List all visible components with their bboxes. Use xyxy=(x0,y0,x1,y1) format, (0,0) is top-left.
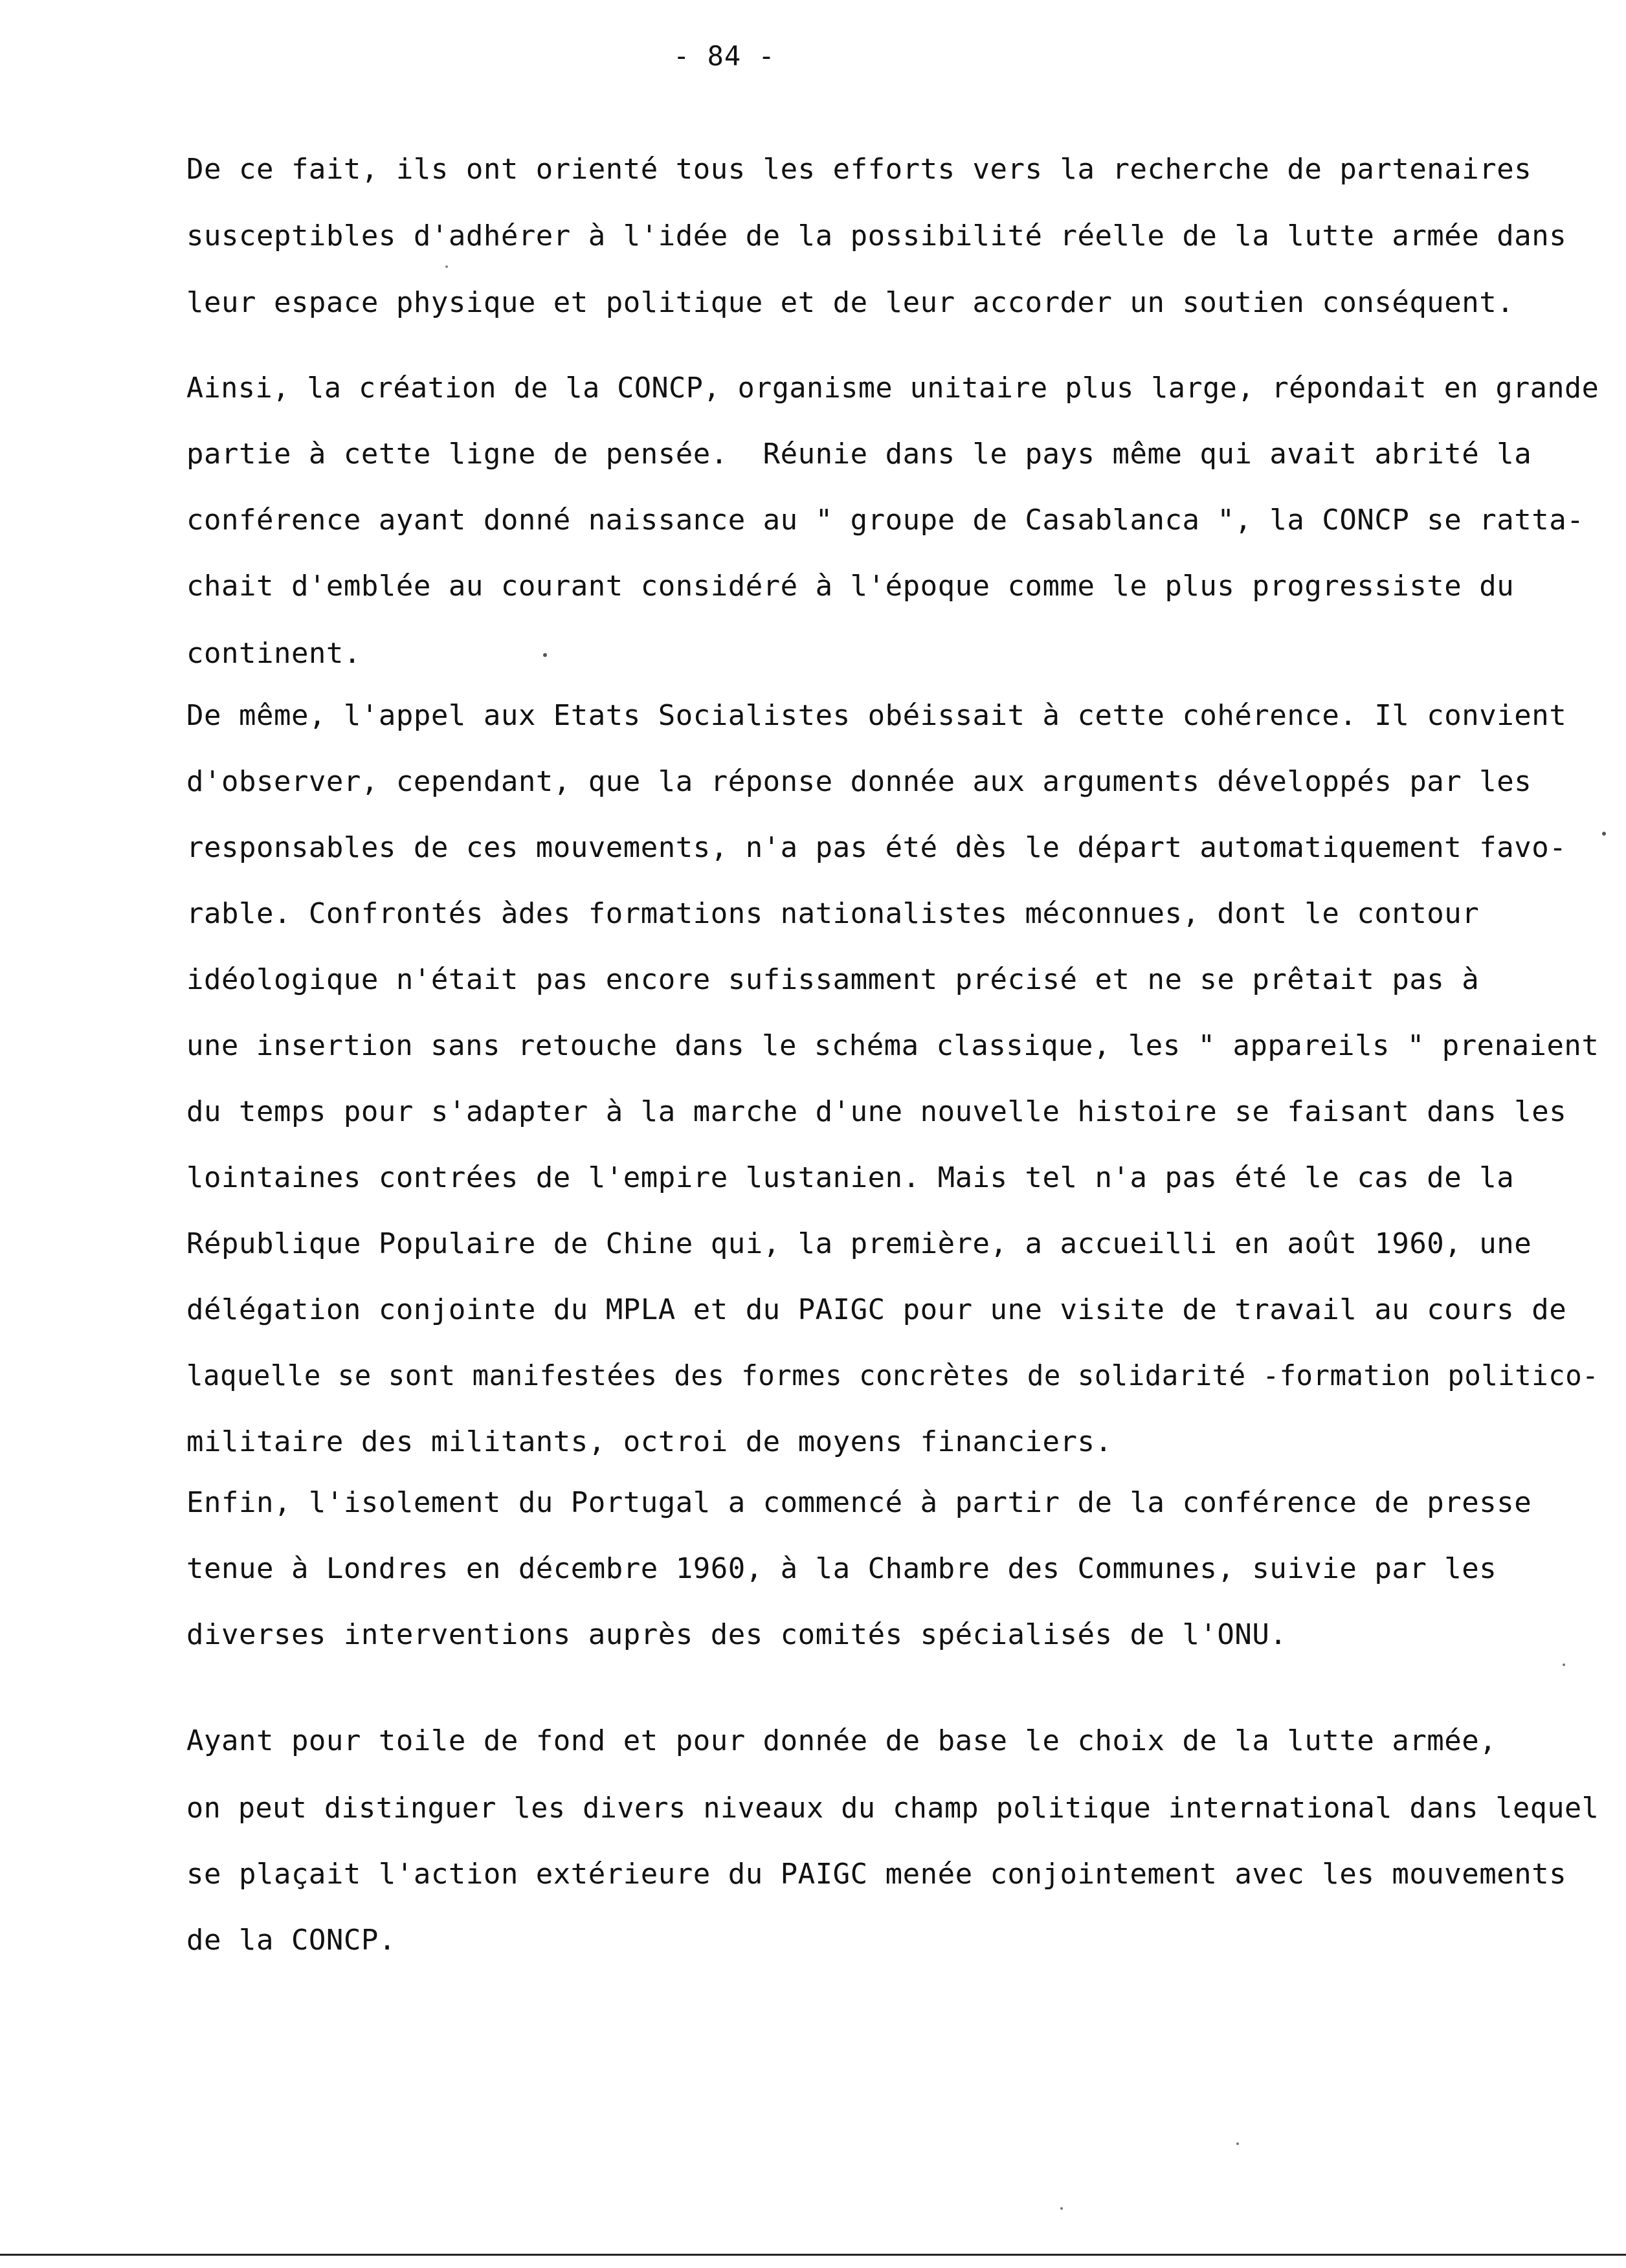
text-line: idéologique n'était pas encore sufissamment précisé et ne se prêtait pas à xyxy=(186,963,1480,996)
text-line: militaire des militants, octroi de moyens financiers. xyxy=(186,1425,1113,1458)
text-line: on peut distinguer les divers niveaux du champ politique international dans lequel xyxy=(186,1792,1599,1825)
bottom-rule xyxy=(0,2254,1626,2256)
text-line: rable. Confrontés àdes formations nationalistes méconnues, dont le contour xyxy=(186,897,1480,930)
text-line: chait d'emblée au courant considéré à l'époque comme le plus progressiste du xyxy=(186,570,1515,603)
text-line: partie à cette ligne de pensée. Réunie dans le pays même qui avait abrité la xyxy=(186,438,1532,471)
page-number: - 84 - xyxy=(673,40,775,72)
text-line: laquelle se sont manifestées des formes concrètes de solidarité -formation politico- xyxy=(186,1359,1599,1392)
text-line: du temps pour s'adapter à la marche d'une nouvelle histoire se faisant dans les xyxy=(186,1095,1567,1128)
text-line: susceptibles d'adhérer à l'idée de la possibilité réelle de la lutte armée dans xyxy=(186,219,1567,252)
text-line: Enfin, l'isolement du Portugal a commencé à partir de la conférence de presse xyxy=(186,1486,1532,1519)
text-line: d'observer, cependant, que la réponse donnée aux arguments développés par les xyxy=(186,765,1532,798)
text-line: délégation conjointe du MPLA et du PAIGC pour une visite de travail au cours de xyxy=(186,1293,1567,1326)
text-line: Ainsi, la création de la CONCP, organisme unitaire plus large, répondait en grande xyxy=(186,372,1599,405)
text-line: leur espace physique et politique et de leur accorder un soutien conséquent. xyxy=(186,286,1515,319)
text-line: diverses interventions auprès des comités spécialisés de l'ONU. xyxy=(186,1618,1287,1651)
text-line: De ce fait, ils ont orienté tous les efforts vers la recherche de partenaires xyxy=(186,153,1532,186)
text-line: Ayant pour toile de fond et pour donnée de base le choix de la lutte armée, xyxy=(186,1724,1497,1757)
text-line: De même, l'appel aux Etats Socialistes obéissait à cette cohérence. Il convient xyxy=(186,699,1567,732)
text-line: conférence ayant donné naissance au " groupe de Casablanca ", la CONCP se ratta- xyxy=(186,504,1585,537)
text-line: continent. xyxy=(186,637,361,670)
text-line: se plaçait l'action extérieure du PAIGC menée conjointement avec les mouvements xyxy=(186,1858,1567,1891)
text-line: tenue à Londres en décembre 1960, à la Chambre des Communes, suivie par les xyxy=(186,1552,1497,1585)
text-line: République Populaire de Chine qui, la première, a accueilli en août 1960, une xyxy=(186,1227,1532,1260)
text-line: de la CONCP. xyxy=(186,1924,396,1957)
text-line: une insertion sans retouche dans le schéma classique, les " appareils " prenaient xyxy=(186,1029,1599,1062)
text-line: responsables de ces mouvements, n'a pas été dès le départ automatiquement favo- xyxy=(186,831,1567,864)
text-line: lointaines contrées de l'empire lustanien. Mais tel n'a pas été le cas de la xyxy=(186,1161,1515,1194)
